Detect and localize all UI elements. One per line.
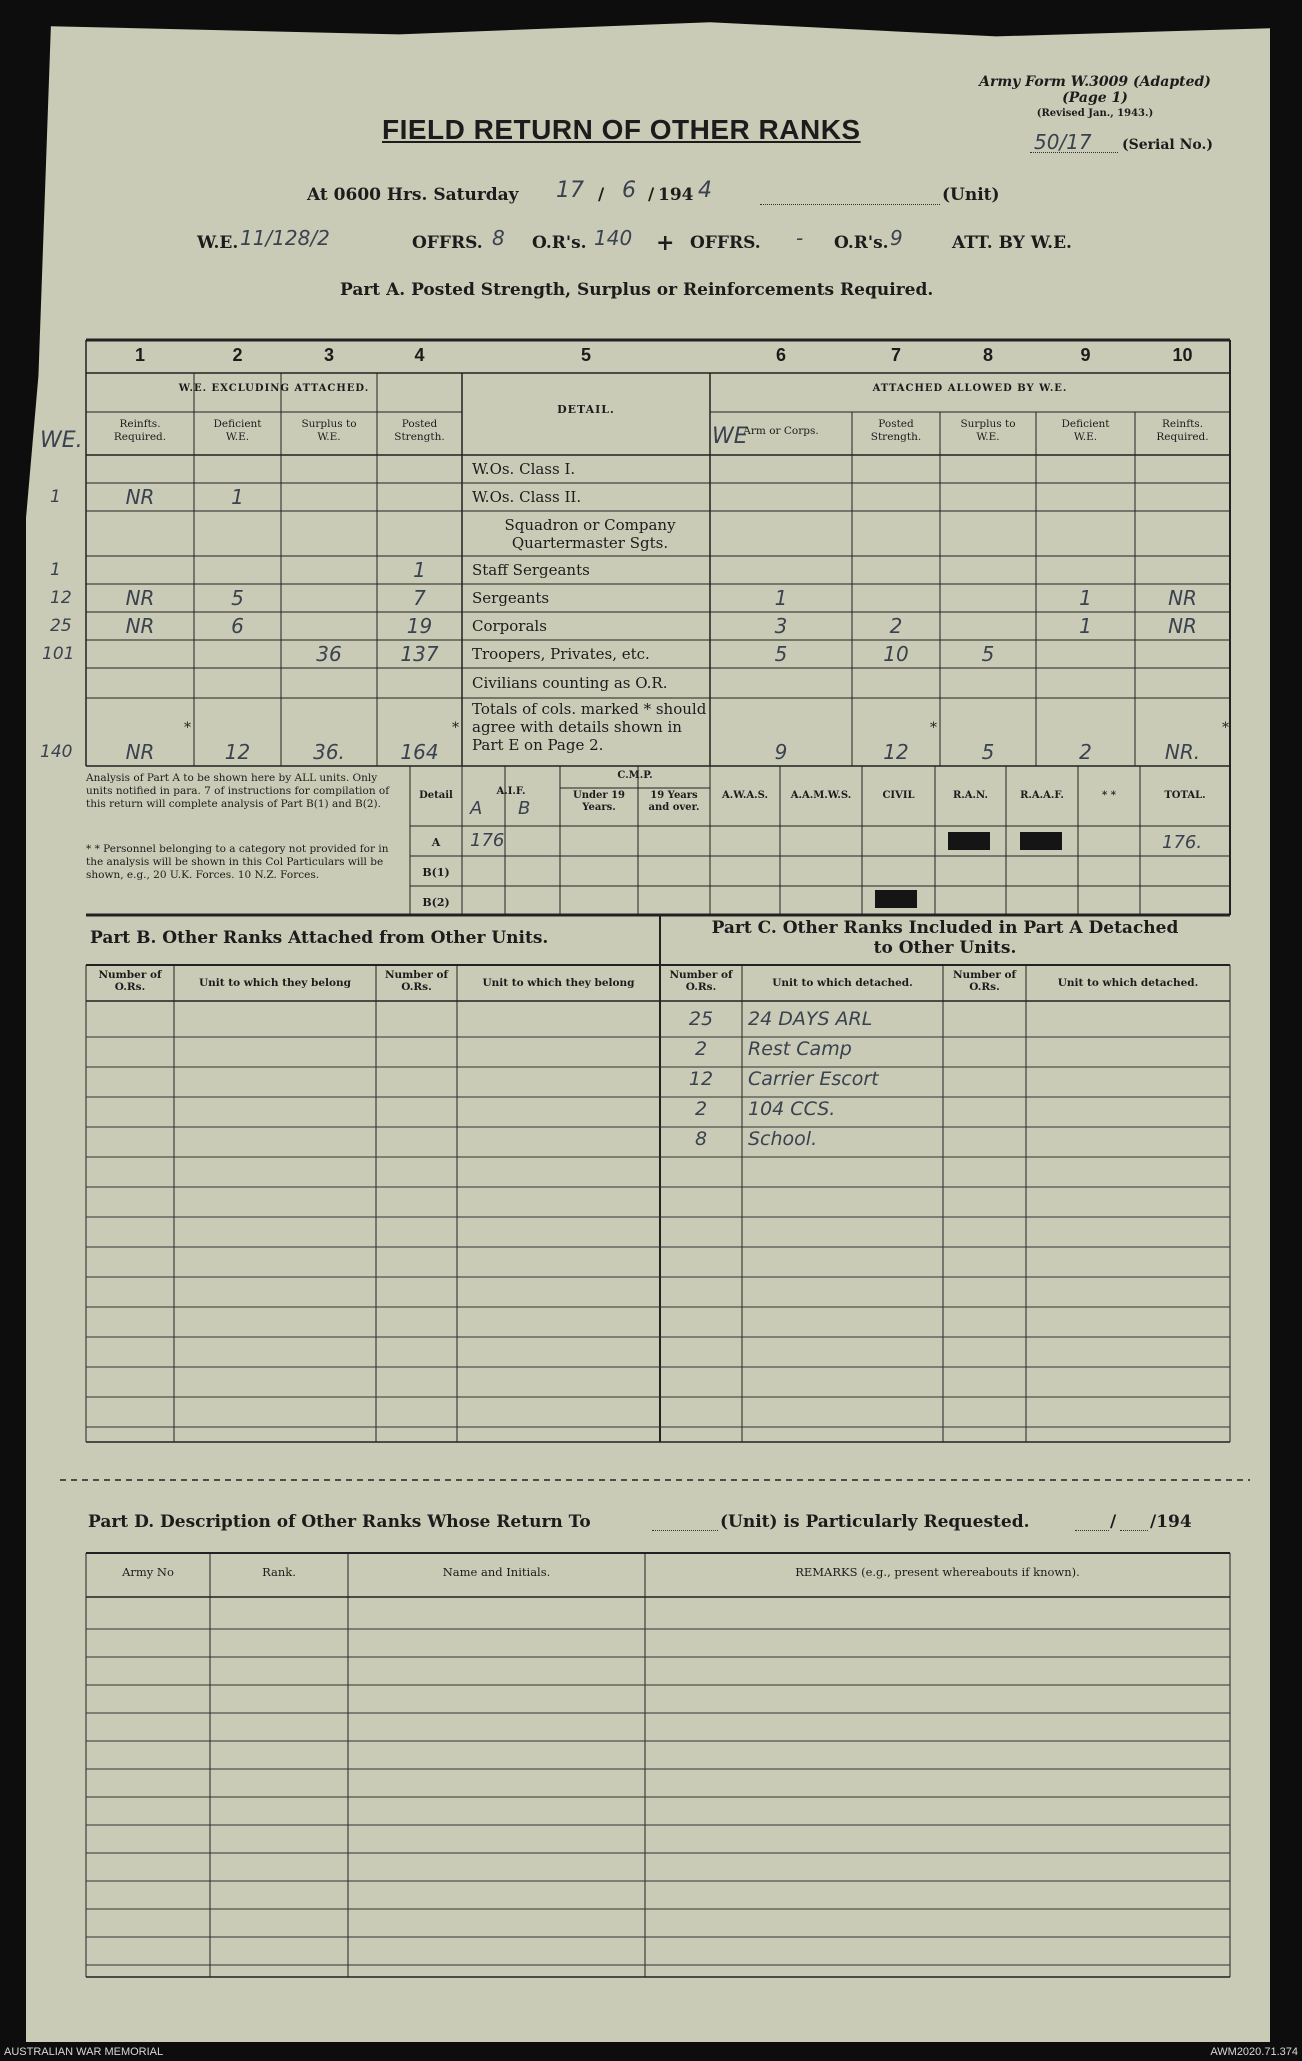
column-number: 5 bbox=[580, 345, 591, 365]
row-cell-c1: NR bbox=[125, 740, 155, 764]
sub-heading: Arm or Corps. bbox=[743, 425, 819, 437]
column-number: 2 bbox=[232, 345, 243, 365]
row-cell-c2: 5 bbox=[231, 586, 244, 610]
part-c-entry-number: 2 bbox=[694, 1038, 708, 1060]
form-number: Army Form W.3009 (Adapted) bbox=[979, 74, 1211, 90]
row-label: Sergeants bbox=[472, 589, 550, 607]
column-number: 10 bbox=[1172, 345, 1193, 365]
row-label: Corporals bbox=[472, 617, 547, 635]
analysis-heading: Detail bbox=[419, 790, 453, 801]
revised-date: (Revised Jan., 1943.) bbox=[1036, 108, 1154, 119]
part-b-title: Part B. Other Ranks Attached from Other Units. bbox=[90, 928, 549, 948]
analysis-heading: TOTAL. bbox=[1164, 790, 1206, 801]
analysis-heading: R.A.N. bbox=[952, 790, 988, 801]
analysis-heading: R.A.A.F. bbox=[1020, 790, 1064, 801]
part-d-heading: Army No bbox=[122, 1565, 174, 1579]
detail-heading: DETAIL. bbox=[557, 403, 615, 416]
part-a-title: Part A. Posted Strength, Surplus or Reinforcements Required. bbox=[340, 280, 934, 300]
analysis-a-total: 176. bbox=[1162, 832, 1203, 853]
row-cell-c7: 2 bbox=[889, 614, 903, 638]
row-we-value: 140 bbox=[40, 742, 73, 762]
sub-heading: Reinfts. Required. bbox=[113, 418, 167, 443]
part-b-heading: Number of O.Rs. bbox=[98, 969, 162, 993]
sub-heading: Reinfts. Required. bbox=[1156, 418, 1209, 443]
sub-heading: Deficient W.E. bbox=[1061, 418, 1110, 443]
analysis-heading: CIVIL bbox=[882, 790, 915, 801]
analysis-row-label: B(1) bbox=[422, 866, 450, 879]
row-cell-c3: 36. bbox=[313, 740, 345, 764]
part-c-entry-number: 12 bbox=[688, 1068, 714, 1090]
aif-mark-a: A bbox=[470, 798, 483, 819]
caption-left: AUSTRALIAN WAR MEMORIAL bbox=[4, 2046, 164, 2058]
sub-heading: Deficient W.E. bbox=[213, 418, 262, 443]
row-cell-c10: NR bbox=[1168, 614, 1197, 638]
star-mark: * bbox=[452, 720, 459, 736]
row-cell-c4: 7 bbox=[413, 586, 426, 610]
analysis-heading: * * bbox=[1102, 790, 1116, 801]
row-we-value: 25 bbox=[50, 616, 72, 636]
part-c-entry-unit: Rest Camp bbox=[748, 1038, 852, 1060]
at-time-label: At 0600 Hrs. Saturday bbox=[307, 185, 519, 205]
row-we-value: 1 bbox=[50, 487, 61, 507]
row-cell-c7: 12 bbox=[883, 740, 909, 764]
row-cell-c8: 5 bbox=[981, 642, 995, 666]
part-c-entry-number: 2 bbox=[694, 1098, 708, 1120]
row-cell-c4: 19 bbox=[406, 614, 433, 638]
part-d-title-unit: (Unit) is Particularly Requested. bbox=[720, 1512, 1030, 1532]
analysis-a-aif: 176 bbox=[470, 830, 505, 851]
row-cell-c9: 2 bbox=[1079, 740, 1092, 764]
we-margin-note: WE. bbox=[40, 428, 83, 453]
row-cell-c2: 12 bbox=[224, 740, 251, 764]
we-label: W.E. bbox=[197, 233, 239, 253]
row-cell-c4: 137 bbox=[400, 642, 439, 666]
aif-mark-b: B bbox=[518, 798, 531, 819]
personnel-note: * * Personnel belonging to a category not provided for in the analysis will be shown in this Col Particulars will be shown, e.g., 20 U.K. Forces. 10 N.Z. Forces. bbox=[86, 843, 389, 881]
row-cell-c10: NR. bbox=[1164, 740, 1201, 764]
analysis-heading: A.W.A.S. bbox=[722, 790, 768, 801]
row-label: W.Os. Class I. bbox=[472, 460, 576, 478]
part-d-title: Part D. Description of Other Ranks Whose Return To bbox=[88, 1512, 591, 1532]
part-c-heading: Number of O.Rs. bbox=[952, 969, 1017, 993]
we-margin-note-right: WE bbox=[712, 424, 748, 449]
row-cell-c6: 5 bbox=[774, 642, 788, 666]
column-number: 6 bbox=[775, 345, 786, 365]
row-cell-c2: 6 bbox=[231, 614, 244, 638]
group-attached-allowed: ATTACHED ALLOWED BY W.E. bbox=[872, 383, 1068, 394]
analysis-heading: A.A.M.W.S. bbox=[790, 790, 852, 801]
page-number: (Page 1) bbox=[1062, 90, 1128, 106]
row-cell-c6: 9 bbox=[774, 740, 788, 764]
group-we-excluding-attached: W.E. EXCLUDING ATTACHED. bbox=[178, 383, 370, 394]
ors2-label: O.R's. bbox=[834, 233, 889, 253]
row-cell-c3: 36 bbox=[316, 642, 342, 666]
part-d-heading: REMARKS (e.g., present whereabouts if known). bbox=[795, 1565, 1080, 1579]
row-cell-c1: NR bbox=[125, 614, 155, 638]
sub-heading: Posted Strength. bbox=[870, 418, 922, 443]
row-we-value: 101 bbox=[42, 644, 75, 664]
part-c-heading: Unit to which detached. bbox=[1057, 977, 1199, 989]
att-by-we-label: ATT. BY W.E. bbox=[952, 233, 1072, 253]
day-value: 17 bbox=[556, 178, 584, 203]
row-label: W.Os. Class II. bbox=[472, 488, 582, 506]
row-cell-c10: NR bbox=[1168, 586, 1197, 610]
part-c-entry-number: 25 bbox=[688, 1008, 714, 1030]
part-b-heading: Unit to which they belong bbox=[198, 977, 352, 989]
column-number: 7 bbox=[890, 345, 901, 365]
column-number: 4 bbox=[414, 345, 425, 365]
part-b-heading: Unit to which they belong bbox=[482, 977, 635, 989]
star-mark: * bbox=[1222, 720, 1229, 736]
row-cell-c4: 164 bbox=[400, 740, 439, 764]
column-number: 3 bbox=[323, 345, 334, 365]
year-digit: 4 bbox=[698, 178, 712, 203]
row-cell-c8: 5 bbox=[981, 740, 995, 764]
row-label: Staff Sergeants bbox=[472, 561, 590, 579]
offrs-value: 8 bbox=[492, 226, 505, 250]
row-label: Totals of cols. marked * should agree with details shown in Part E on Page 2. bbox=[472, 700, 707, 754]
unit-label: (Unit) bbox=[942, 185, 1000, 205]
month-value: 6 bbox=[622, 178, 636, 203]
sub-heading: Surplus to W.E. bbox=[960, 418, 1016, 443]
offrs-label: OFFRS. bbox=[412, 233, 483, 253]
analysis-heading: A.I.F. bbox=[496, 786, 526, 797]
part-c-heading: Number of O.Rs. bbox=[669, 969, 733, 993]
analysis-note: Analysis of Part A to be shown here by ALL units. Only units notified in para. 7 of instructions for compilation of this return will complete analysis of Part B(1) and B(2). bbox=[86, 772, 390, 810]
star-mark: * bbox=[930, 720, 937, 736]
analysis-heading: Under 19 Years. bbox=[572, 790, 625, 813]
part-c-entry-unit: Carrier Escort bbox=[748, 1068, 879, 1090]
year-prefix: 194 bbox=[658, 185, 694, 205]
caption-right: AWM2020.71.374 bbox=[1210, 2046, 1298, 2058]
part-b-heading: Number of O.Rs. bbox=[384, 969, 449, 993]
page-title: FIELD RETURN OF OTHER RANKS bbox=[382, 114, 861, 145]
part-c-entry-unit: 24 DAYS ARL bbox=[748, 1008, 873, 1030]
column-number: 9 bbox=[1080, 345, 1091, 365]
row-we-value: 1 bbox=[50, 560, 61, 580]
row-cell-c6: 3 bbox=[774, 614, 788, 638]
row-cell-c1: NR bbox=[125, 485, 155, 509]
star-mark: * bbox=[184, 720, 191, 736]
part-c-entry-number: 8 bbox=[694, 1128, 708, 1150]
part-c-entry-unit: School. bbox=[748, 1128, 818, 1150]
plus-sign: + bbox=[656, 230, 675, 256]
analysis-heading: C.M.P. bbox=[617, 770, 653, 781]
row-label: Troopers, Privates, etc. bbox=[472, 645, 650, 663]
row-cell-c1: NR bbox=[125, 586, 155, 610]
row-cell-c9: 1 bbox=[1079, 586, 1092, 610]
column-number: 8 bbox=[982, 345, 993, 365]
sub-heading: Posted Strength. bbox=[394, 418, 445, 443]
row-cell-c6: 1 bbox=[774, 586, 788, 610]
part-c-title: Part C. Other Ranks Included in Part A Detached to Other Units. bbox=[711, 918, 1179, 958]
part-c-heading: Unit to which detached. bbox=[772, 977, 913, 989]
serial-number-label: (Serial No.) bbox=[1122, 137, 1213, 153]
part-d-title-slash: / bbox=[1110, 1512, 1117, 1532]
sub-heading: Surplus to W.E. bbox=[301, 418, 357, 443]
we-value: 11/128/2 bbox=[240, 226, 330, 250]
row-we-value: 12 bbox=[50, 588, 72, 608]
row-cell-c7: 10 bbox=[883, 642, 909, 666]
row-cell-c4: 1 bbox=[413, 558, 426, 582]
offrs2-value: - bbox=[796, 226, 804, 250]
row-label: Civilians counting as O.R. bbox=[472, 674, 668, 692]
part-c-entry-unit: 104 CCS. bbox=[748, 1098, 836, 1120]
row-cell-c9: 1 bbox=[1079, 614, 1092, 638]
row-label: Squadron or Company Quartermaster Sgts. bbox=[504, 515, 676, 552]
serial-number-value: 50/17 bbox=[1034, 130, 1092, 154]
analysis-row-label: A bbox=[431, 836, 441, 849]
ors2-value: 9 bbox=[890, 226, 903, 250]
part-d-heading: Rank. bbox=[262, 1565, 296, 1579]
row-cell-c2: 1 bbox=[231, 485, 244, 509]
ors-label: O.R's. bbox=[532, 233, 587, 253]
analysis-heading: 19 Years and over. bbox=[648, 790, 700, 813]
offrs2-label: OFFRS. bbox=[690, 233, 761, 253]
part-d-heading: Name and Initials. bbox=[442, 1565, 551, 1579]
analysis-row-label: B(2) bbox=[422, 896, 450, 909]
part-d-title-year: /194 bbox=[1150, 1512, 1192, 1532]
ors-value: 140 bbox=[594, 226, 633, 250]
column-number: 1 bbox=[134, 345, 145, 365]
